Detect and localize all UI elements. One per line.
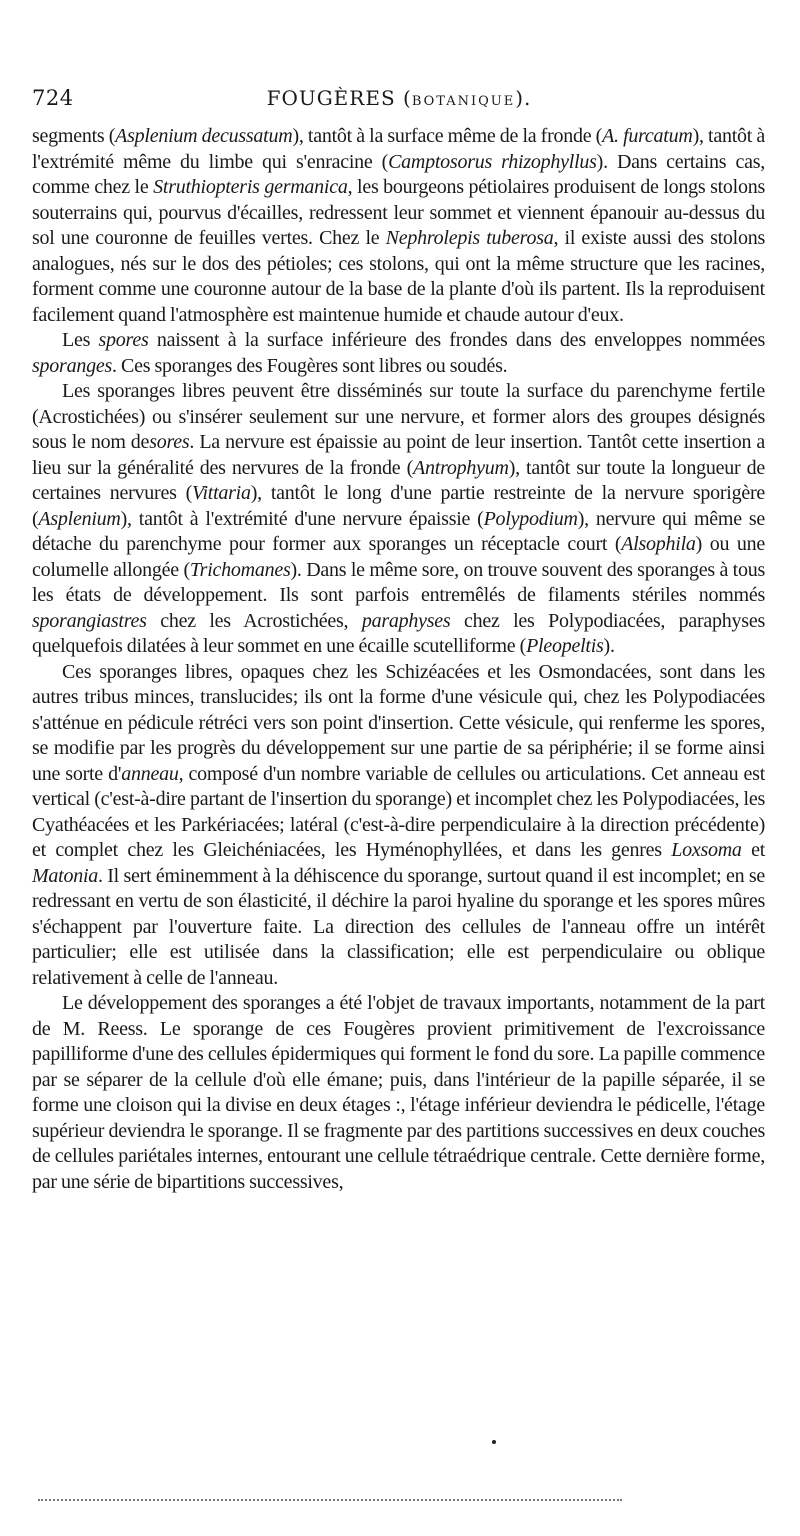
page-number: 724 — [32, 86, 74, 110]
footer-dotted-rule — [38, 1499, 622, 1501]
italic-term: Asplenium decussatum — [115, 125, 293, 147]
italic-term: Struthiopteris germanica — [153, 176, 348, 198]
italic-term: paraphyses — [361, 609, 451, 632]
italic-term: Pleopeltis — [526, 635, 604, 657]
italic-term: A. furcatum — [602, 125, 693, 147]
italic-term: sporanges — [32, 354, 112, 377]
paragraph — [32, 328, 765, 379]
text-run: ). Dans certains cas, comme chez le — [32, 150, 765, 198]
text-run: Ces sporanges libres, opaques chez les Schizéacées et les Osmondacées, sont dans les autres tribus minces, translucides; ils ont la forme d'une vésicule qui, chez les Polypodiacées s'atténue en pédicule rétréci vers son point d'insertion. Cette vésicule, qui renferme les spores, se modifie par les progrès du développement sur une partie de sa périphérie; il se forme ainsi une sorte d' — [32, 660, 765, 785]
text-run: . Il sert éminemment à la déhiscence du sporange, surtout quand il est incomplet; en se redressant en vertu de son élasticité, il déchire la paroi hyaline du sporange et les spores mûres s'échappent par l'ouverture faite. La direction des cellules de l'anneau offre un intérêt particulier; elle est utilisée dans la classification; elle est perpendiculaire ou oblique relativement à celle de l'anneau. — [32, 864, 765, 989]
italic-term: Asplenium — [38, 507, 121, 530]
text-run: . Ces sporanges des Fougères sont libres ou soudés. — [111, 354, 508, 377]
running-header — [32, 86, 766, 120]
ink-dot — [492, 1440, 496, 1444]
text-run: , il existe aussi des stolons analogues, nés sur le dos des pétioles; ces stolons, qui ont la même structure que les racines, forment comme une couronne autour de la base de la plante d'où ils partent. Ils la reproduisent facilement quand l'atmosphère est maintenue humide et chaude autour d'eux. — [32, 227, 765, 326]
running-title-paren-open: ( — [395, 86, 412, 110]
text-run: ) ou une columelle allongée ( — [32, 533, 765, 581]
italic-term: sporangiastres — [32, 609, 147, 632]
text-run: ). — [603, 635, 615, 657]
italic-term: Matonia — [32, 864, 99, 887]
body-text — [32, 124, 765, 1195]
text-run: , les bourgeons pétiolaires produisent de longs stolons souterrains qui, pourvus d'écailles, redressent leur sommet et viennent épanouir au-dessus du sol une couronne de feuilles vertes. Chez le — [32, 176, 765, 249]
text-run: ), tantôt à l'extrémité d'une nervure épaissie ( — [120, 507, 484, 530]
running-title-paren-close: ). — [515, 86, 532, 110]
text-run: chez les Acrostichées, — [146, 609, 362, 632]
italic-term: Trichomanes — [189, 558, 291, 581]
text-run: ), nervure qui même se détache du parenchyme pour former aux sporanges un réceptacle court ( — [32, 507, 765, 555]
text-run: ), tantôt à la surface même de la fronde ( — [292, 125, 603, 147]
text-run: ), tantôt sur toute la longueur de certaines nervures ( — [32, 456, 766, 504]
italic-term: Antrophyum — [413, 456, 509, 479]
text-run: ). Dans le même sore, on trouve souvent des sporanges à tous les états de développement. Ils sont parfois entremêlés de filaments stériles nommés — [32, 558, 765, 606]
text-run: et — [741, 839, 766, 861]
text-run: naissent à la surface inférieure des frondes dans des enveloppes nommées — [148, 329, 765, 351]
italic-term: sores — [149, 431, 190, 453]
text-run: Le développement des sporanges a été l'objet de travaux importants, notamment de la part de M. Reess. Le sporange de ces Fougères provient primitivement de l'excroissance papilliforme d'une des cellules épidermiques qui forment le fond du sore. La papille commence par se séparer de la cellule d'où elle émane; puis, dans l'intérieur de la papille séparée, il se forme une cloison qui la divise en deux étages :, l'étage inférieur deviendra le pédicelle, l'étage supérieur deviendra le sporange. Il se fragmente par des partitions successives en deux couches de cellules pariétales internes, entourant une cellule tétraédrique centrale. Cette dernière forme, par une série de bipartitions successives, — [32, 992, 765, 1193]
running-title-main: FOUGÈRES — [266, 86, 396, 110]
paragraph — [32, 660, 765, 992]
italic-term: Nephrolepis tuberosa — [385, 227, 554, 249]
running-title-subject: BOTANIQUE — [411, 94, 516, 109]
text-run: chez les Polypodiacées, paraphyses quelquefois dilatées à leur sommet en une écaille scutelliforme ( — [32, 609, 765, 657]
italic-term: anneau — [121, 762, 179, 785]
text-run: ), tantôt à l'extrémité même du limbe qui s'enracine ( — [32, 125, 765, 173]
text-run: . La nervure est épaissie au point de leur insertion. Tantôt cette insertion a lieu sur la généralité des nervures de la fronde ( — [32, 431, 765, 479]
text-run: , composé d'un nombre variable de cellules ou articulations. Cet anneau est vertical (c'est-à-dire partant de l'insertion du sporange) et incomplet chez les Polypodiacées, les Cyathéacées et les Parkériacées; latéral (c'est-à-dire perpendiculaire à la direction précédente) et complet chez les Gleichéniacées, les Hyménophyllées, et dans les genres — [32, 762, 765, 861]
italic-term: Loxsoma — [671, 839, 742, 861]
running-title — [32, 86, 766, 110]
text-run: segments ( — [32, 125, 116, 147]
paragraph — [32, 124, 765, 328]
italic-term: Alsophila — [621, 533, 696, 555]
text-run: ), tantôt le long d'une partie restreinte de la nervure sporigère ( — [32, 482, 765, 530]
paragraph — [32, 991, 765, 1195]
paragraph — [32, 379, 765, 660]
italic-term: spores — [98, 329, 149, 351]
italic-term: Camptosorus rhizophyllus — [388, 150, 597, 173]
italic-term: Polypodium — [483, 507, 578, 530]
text-run: Les — [62, 329, 99, 351]
italic-term: Vittaria — [192, 482, 251, 504]
text-run: Les sporanges libres peuvent être disséminés sur toute la surface du parenchyme fertile (Acrostichées) ou s'insérer seulement sur une nervure, et former alors des groupes désignés sous le nom de — [32, 380, 765, 453]
